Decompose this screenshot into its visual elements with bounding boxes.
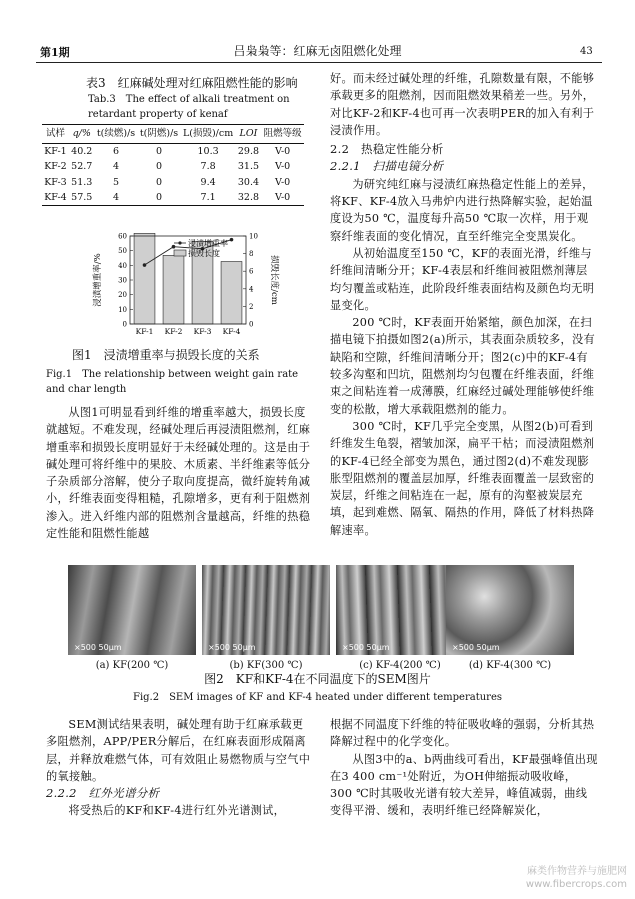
table-cell: 52.7: [71, 161, 93, 173]
subsection-heading: 2.2.1 扫描电镜分析: [330, 159, 444, 174]
fig1-chart: [86, 232, 281, 342]
table-cell: 5: [112, 176, 120, 188]
sem-image-d: [446, 565, 574, 655]
y-tick-label-right: 6: [249, 267, 254, 276]
subsection-heading: 2.2.2 红外光谱分析: [46, 786, 160, 801]
scale-bar: ×500 50μm: [74, 643, 122, 652]
table3-header: 试样: [42, 125, 69, 144]
table-cell: 30.4: [237, 176, 260, 188]
right-column-text: [330, 70, 598, 539]
table-cell: 31.5: [237, 161, 260, 173]
bar-char-length: [134, 233, 155, 324]
x-tick-label: KF-4: [222, 327, 241, 336]
table-cell: 32.8: [236, 190, 262, 206]
paragraph: 好。而未经过碱处理的纤维，孔隙数量有限，不能够承载更多的阻燃剂，因而阻燃效果稍差一些。另外，对比KF-2和KF-4也可再一次表明PER的加入有利于浸渍作用。: [330, 72, 595, 137]
sem-label-a: (a) KF(200 ℃): [95, 660, 169, 671]
point-weight-gain: [172, 245, 176, 249]
y-tick-label-left: 40: [118, 261, 127, 270]
table3-header: q/%: [69, 125, 95, 144]
table-cell: 10.3: [197, 146, 219, 157]
sem-label-c: (c) KF-4(200 ℃): [359, 660, 441, 671]
sem-label-b: (b) KF(300 ℃): [229, 660, 303, 671]
table-cell: 9.4: [200, 176, 216, 188]
legend-bar-swatch: [174, 250, 186, 256]
y-axis-label-left: 浸渍增重率/%: [93, 253, 103, 307]
x-tick-label: KF-3: [193, 327, 212, 336]
y-tick-label-right: 4: [249, 285, 254, 294]
paragraph: 200 ℃时，KF表面开始紧缩，颜色加深，在扫描电镜下拍摄如图2(a)所示，其表面杂质较多，没有缺陷和空隙，纤维间清晰分开；图2(c)中的KF-4有较多沟壑和凹坑，阻燃剂均匀包覆在纤维表面，纤维束之间粘连着一成薄膜，红麻经过碱处理能够使纤维变的松散，增大承载阻燃剂的能力。: [330, 316, 595, 416]
table-cell: KF-2: [44, 161, 67, 173]
page-number: 43: [580, 46, 593, 57]
table-cell: 6: [112, 146, 120, 157]
y-tick-label-left: 30: [118, 276, 127, 285]
fig2-caption-cn: 图2 KF和KF-4在不同温度下的SEM图片: [204, 672, 431, 686]
table3-header: LOI: [236, 125, 262, 144]
paragraph: 从图3中的a、b两曲线可看出，KF最强峰值出现在3 400 cm⁻¹处附近，为OH伸缩振动吸收峰，300 ℃时其吸收光谱有较大差异，峰值减弱，曲线变得平滑、缓和，表明纤维已经降解炭化，: [330, 752, 598, 818]
y-tick-label-left: 50: [118, 247, 127, 256]
paragraph: 将受热后的KF和KF-4进行红外光谱测试，: [68, 804, 286, 818]
table-cell: 0: [138, 190, 181, 206]
scale-bar: ×500 50μm: [452, 643, 500, 652]
watermark-url: www.fibercrops.com: [525, 879, 627, 890]
bottom-left-text: [46, 716, 314, 820]
paragraph: 300 ℃时，KF几乎完全变黑，从图2(b)可看到纤维发生龟裂，褶皱加深，扁平干枯；而浸渍阻燃剂的KF-4已经全部变为黑色，通过图2(d)不难发现膨胀型阻燃剂的覆盖层加厚，纤维表面覆盖一层致密的炭层，纤维之间粘连在一起，原有的沟壑被炭层充填，起到难燃、隔氧、隔热的作用，降低了材料热降解速率。: [330, 419, 595, 537]
x-tick-label: KF-1: [135, 327, 154, 336]
x-tick-label: KF-2: [164, 327, 183, 336]
table-cell: 0: [155, 146, 163, 157]
sem-image-a: [68, 565, 196, 655]
table3-header: 阻燃等级: [261, 125, 304, 144]
y-tick-label-right: 10: [249, 232, 258, 241]
table-cell: 7.8: [200, 161, 216, 173]
point-weight-gain: [230, 238, 234, 242]
table-row: [42, 190, 304, 206]
paragraph: SEM测试结果表明，碱处理有助于红麻承载更多阻燃剂，APP/PER分解后，在红麻表面形成隔离层，并释放难燃气体，可有效阻止易燃物质与空气中的氧接触。: [46, 718, 311, 783]
issue-number: 第1期: [40, 46, 70, 59]
table-cell: 0: [155, 176, 163, 188]
table3-header: t(阴燃)/s: [138, 125, 181, 144]
table-cell: 29.8: [237, 146, 260, 157]
table-cell: KF-3: [44, 176, 67, 188]
legend-entry: 浸渍增重率: [188, 239, 228, 248]
bar-char-length: [163, 255, 184, 324]
table3-title-cn: 表3 红麻碱处理对红麻阻燃性能的影响: [86, 76, 298, 90]
table-cell: V-0: [274, 176, 291, 188]
table-cell: V-0: [274, 146, 291, 157]
bottom-right-text: [330, 716, 598, 820]
sem-image-c: [336, 565, 464, 655]
table3-header: L(损毁)/cm: [181, 125, 236, 144]
legend-entry: 损毁长度: [188, 249, 220, 258]
y-tick-label-left: 60: [118, 232, 127, 241]
table-cell: 4: [95, 190, 138, 206]
scale-bar: ×500 50μm: [342, 643, 390, 652]
running-title: 吕枭枭等：红麻无卤阻燃化处理: [233, 44, 402, 58]
table3-title-en: Tab.3 The effect of alkali treatment on retardant property of kenaf: [88, 94, 290, 120]
y-tick-label-right: 8: [249, 250, 254, 259]
header-rule: [36, 62, 602, 63]
left-column-text: [46, 404, 314, 542]
watermark: [526, 865, 627, 891]
table-cell: 0: [155, 161, 163, 173]
fig1-caption-cn: 图1 浸渍增重率与损毁长度的关系: [72, 348, 260, 362]
legend-marker: [178, 241, 181, 244]
y-tick-label-right: 0: [249, 320, 254, 329]
table-cell: 40.2: [71, 146, 93, 157]
y-tick-label-left: 10: [118, 305, 127, 314]
table-row: [42, 175, 304, 191]
watermark-cn: 麻类作物营养与施肥网: [527, 866, 627, 877]
table-cell: 4: [112, 161, 120, 173]
sem-image-b: [202, 565, 330, 655]
table3: [42, 124, 304, 206]
y-tick-label-right: 2: [249, 302, 254, 311]
y-tick-label-left: 20: [118, 291, 127, 300]
table-row: [42, 144, 304, 160]
table-cell: V-0: [261, 190, 304, 206]
table-cell: KF-1: [44, 146, 67, 157]
y-axis-label-right: 损毁长度/cm: [269, 255, 279, 305]
sem-label-d: (d) KF-4(300 ℃): [468, 660, 552, 671]
paragraph: 根据不同温度下纤维的特征吸收峰的强弱，分析其热降解过程中的化学变化。: [330, 718, 595, 749]
table3-header-row: [42, 125, 304, 144]
table-cell: V-0: [274, 161, 291, 173]
table-row: [42, 159, 304, 175]
bar-char-length: [221, 262, 242, 324]
table-cell: KF-4: [42, 190, 69, 206]
y-tick-label-left: 0: [122, 320, 127, 329]
point-weight-gain: [143, 263, 147, 267]
paragraph: 为研究纯红麻与浸渍红麻热稳定性能上的差异，将KF、KF-4放入马弗炉内进行热降解实验，起始温度设为50 ℃，温度每升高50 ℃取一次样，用于观察纤维表面的变化情况，直至纤维完全变黑炭化。: [330, 177, 594, 243]
table3-header: t(续燃)/s: [95, 125, 138, 144]
paragraph: 从图1可明显看到纤维的增重率越大，损毁长度就越短。不难发现，经碱处理后再浸渍阻燃剂，红麻增重率和损毁长度明显好于未经碱处理的。这是由于碱处理可将纤维中的果胶、木质素、半纤维素等低分子杂质部分溶解，使分子取向度提高，微纤旋转角减小，纤维表面变得粗糙，孔隙增多，更有利于阻燃剂渗入。进入纤维内部的阻燃剂含量越高，纤维的热稳定性能和阻燃性能越: [46, 406, 311, 541]
table-cell: 57.5: [69, 190, 95, 206]
table-cell: 7.1: [181, 190, 236, 206]
section-heading: 2.2 热稳定性能分析: [330, 142, 444, 157]
paragraph: 从初始温度至150 ℃，KF的表面光滑，纤维与纤维间清晰分开；KF-4表层和纤维间被阻燃剂薄层均匀覆盖或粘连，此阶段纤维表面结构及颜色均无明显变化。: [330, 246, 595, 312]
fig1-caption-en: Fig.1 The relationship between weight gain rate and char length: [46, 369, 299, 395]
scale-bar: ×500 50μm: [208, 643, 256, 652]
fig2-caption-en: Fig.2 SEM images of KF and KF-4 heated under different temperatures: [133, 692, 502, 703]
table-cell: 51.3: [71, 176, 93, 188]
